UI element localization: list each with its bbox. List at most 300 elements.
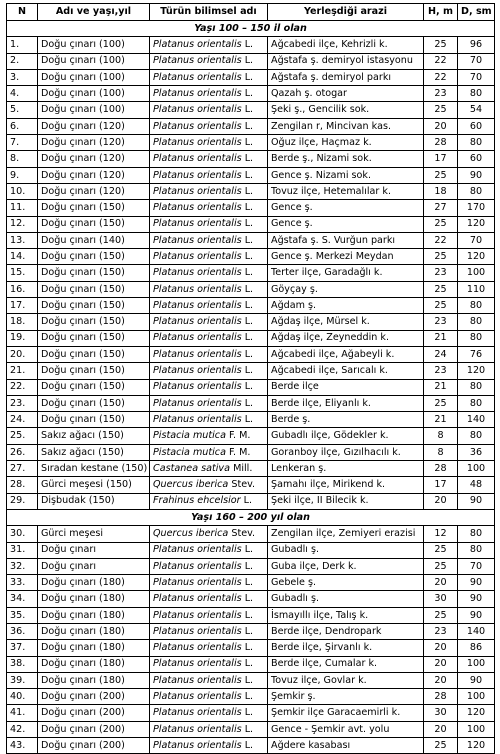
cell-name-age: Doğu çınarı (150) [38, 363, 150, 379]
table-body [7, 21, 495, 754]
cell-scientific-name [150, 477, 268, 493]
species-authority: L. [244, 316, 254, 328]
table-row [7, 69, 495, 85]
cell-scientific-name [150, 672, 268, 688]
cell-name-age: Doğu çınarı (150) [38, 200, 150, 216]
table-row [7, 689, 495, 705]
species-authority: L. [244, 691, 254, 703]
cell-name-age: Doğu çınarı (200) [38, 705, 150, 721]
species-authority: L. [244, 55, 254, 67]
cell-name-age: Doğu çınarı (120) [38, 151, 150, 167]
species-authority: L. [244, 153, 254, 165]
cell-number: 17. [7, 298, 38, 314]
cell-height: 28 [424, 689, 458, 705]
cell-scientific-name [150, 69, 268, 85]
cell-scientific-name [150, 526, 268, 542]
cell-name-age: Doğu çınarı (150) [38, 379, 150, 395]
cell-number: 25. [7, 428, 38, 444]
table-row [7, 542, 495, 558]
cell-number: 20. [7, 346, 38, 362]
cell-location: Zengilan ilçe, Zemiyeri erazisi [268, 526, 424, 542]
cell-number: 13. [7, 232, 38, 248]
species-name: Platanus orientalis [153, 332, 242, 344]
table-row [7, 379, 495, 395]
species-authority: L. [244, 39, 254, 51]
cell-height: 20 [424, 672, 458, 688]
species-authority: L. [244, 120, 254, 132]
cell-name-age: Doğu çınarı (180) [38, 623, 150, 639]
cell-scientific-name [150, 183, 268, 199]
cell-scientific-name [150, 461, 268, 477]
species-name: Quercus iberica [153, 528, 229, 540]
table-row [7, 265, 495, 281]
cell-height: 18 [424, 183, 458, 199]
cell-name-age: Sakız ağacı (150) [38, 428, 150, 444]
species-authority: L. [244, 251, 254, 262]
cell-name-age: Doğu çınarı (100) [38, 37, 150, 53]
cell-diameter: 100 [458, 461, 495, 477]
species-name: Platanus orientalis [153, 739, 242, 751]
cell-scientific-name [150, 232, 268, 248]
cell-name-age: Doğu çınarı (150) [38, 314, 150, 330]
cell-scientific-name [150, 249, 268, 265]
cell-height: 25 [424, 542, 458, 558]
table-row [7, 395, 495, 411]
table-row [7, 493, 495, 509]
cell-scientific-name [150, 216, 268, 232]
cell-scientific-name [150, 395, 268, 411]
cell-scientific-name [150, 705, 268, 721]
cell-name-age: Doğu çınarı (100) [38, 69, 150, 85]
cell-height: 25 [424, 607, 458, 623]
section-title: Yaşı 160 – 200 yıl olan [7, 509, 495, 525]
cell-diameter: 80 [458, 379, 495, 395]
cell-name-age: Sakız ağacı (150) [38, 444, 150, 460]
species-authority: L. [243, 495, 253, 507]
cell-location: Şeki ilçe, II Bilecik k. [268, 493, 424, 509]
species-name: Pistacia mutica [153, 446, 226, 458]
species-name: Platanus orientalis [153, 55, 242, 67]
cell-location: Guba ilçe, Derk k. [268, 558, 424, 574]
cell-location: Gubadlı ş. [268, 591, 424, 607]
table-row [7, 37, 495, 53]
species-name: Platanus orientalis [153, 136, 242, 148]
cell-name-age: Doğu çınarı (200) [38, 738, 150, 754]
cell-scientific-name [150, 281, 268, 297]
cell-scientific-name [150, 493, 268, 509]
cell-location: Oğuz ilçe, Haçmaz k. [268, 135, 424, 151]
species-authority: L. [244, 365, 254, 377]
cell-scientific-name [150, 721, 268, 737]
cell-number: 12. [7, 216, 38, 232]
table-row [7, 640, 495, 656]
cell-number: 31. [7, 542, 38, 558]
cell-name-age: Doğu çınarı (120) [38, 183, 150, 199]
cell-height: 20 [424, 493, 458, 509]
cell-number: 3. [7, 69, 38, 85]
cell-diameter: 90 [458, 607, 495, 623]
cell-location: Ağcabedi ilçe, Ağabeyli k. [268, 346, 424, 362]
cell-name-age: Doğu çınarı (180) [38, 575, 150, 591]
cell-height: 28 [424, 135, 458, 151]
cell-location: Ağdaş ilçe, Zeyneddin k. [268, 330, 424, 346]
cell-number: 28. [7, 477, 38, 493]
cell-scientific-name [150, 346, 268, 362]
species-authority: L. [244, 283, 254, 295]
cell-scientific-name [150, 200, 268, 216]
species-name: Platanus orientalis [153, 658, 242, 670]
species-authority: L. [244, 658, 254, 670]
cell-location: Gence ş. Nizami sok. [268, 167, 424, 183]
table-row [7, 721, 495, 737]
table-row [7, 656, 495, 672]
species-name: Platanus orientalis [153, 560, 242, 572]
cell-number: 9. [7, 167, 38, 183]
cell-diameter: 60 [458, 118, 495, 134]
cell-location: Berde ilçe, Şirvanlı k. [268, 640, 424, 656]
species-name: Platanus orientalis [153, 120, 242, 132]
cell-height: 8 [424, 428, 458, 444]
cell-number: 35. [7, 607, 38, 623]
cell-name-age: Doğu çınarı (120) [38, 118, 150, 134]
cell-number: 43. [7, 738, 38, 754]
cell-number: 26. [7, 444, 38, 460]
cell-number: 18. [7, 314, 38, 330]
species-name: Platanus orientalis [153, 299, 242, 311]
species-name: Platanus orientalis [153, 348, 242, 360]
cell-diameter: 110 [458, 281, 495, 297]
cell-name-age: Gürci meşesi [38, 526, 150, 542]
cell-height: 20 [424, 640, 458, 656]
cell-scientific-name [150, 444, 268, 460]
table-row [7, 672, 495, 688]
cell-diameter: 80 [458, 86, 495, 102]
species-name: Platanus orientalis [153, 544, 242, 556]
cell-height: 8 [424, 444, 458, 460]
cell-number: 34. [7, 591, 38, 607]
cell-name-age: Doğu çınarı (120) [38, 167, 150, 183]
species-authority: L. [244, 202, 254, 214]
cell-location: Berde ş., Nizami sok. [268, 151, 424, 167]
cell-height: 25 [424, 37, 458, 53]
cell-scientific-name [150, 86, 268, 102]
species-name: Platanus orientalis [153, 169, 242, 181]
species-name: Platanus orientalis [153, 707, 242, 719]
cell-diameter: 90 [458, 591, 495, 607]
table-row [7, 526, 495, 542]
cell-location: Ağdere kasabası [268, 738, 424, 754]
table-row [7, 314, 495, 330]
cell-diameter: 70 [458, 558, 495, 574]
species-authority: L. [244, 707, 254, 719]
header-height: H, m [424, 4, 458, 21]
cell-diameter: 60 [458, 151, 495, 167]
species-authority: L. [244, 332, 254, 344]
cell-number: 41. [7, 705, 38, 721]
cell-number: 23. [7, 395, 38, 411]
cell-name-age: Doğu çınarı [38, 542, 150, 558]
cell-height: 22 [424, 232, 458, 248]
cell-location: Göyçay ş. [268, 281, 424, 297]
cell-diameter: 120 [458, 705, 495, 721]
species-authority: L. [244, 609, 254, 621]
cell-name-age: Doğu çınarı (150) [38, 412, 150, 428]
cell-scientific-name [150, 412, 268, 428]
cell-number: 27. [7, 461, 38, 477]
cell-diameter: 140 [458, 412, 495, 428]
cell-location: Gence ş. Merkezi Meydan [268, 249, 424, 265]
cell-diameter: 100 [458, 656, 495, 672]
cell-diameter: 48 [458, 477, 495, 493]
cell-location: Ağdam ş. [268, 298, 424, 314]
species-name: Platanus orientalis [153, 202, 242, 214]
species-name: Platanus orientalis [153, 381, 242, 393]
cell-location: Gubadlı ilçe, Gödekler k. [268, 428, 424, 444]
cell-name-age: Doğu çınarı (150) [38, 346, 150, 362]
cell-diameter: 170 [458, 200, 495, 216]
species-authority: L. [244, 234, 254, 246]
cell-name-age: Doğu çınarı (100) [38, 102, 150, 118]
cell-diameter: 80 [458, 542, 495, 558]
cell-number: 6. [7, 118, 38, 134]
cell-diameter: 36 [458, 444, 495, 460]
cell-location: Berde ilçe [268, 379, 424, 395]
species-authority: L. [244, 544, 254, 556]
cell-scientific-name [150, 656, 268, 672]
cell-scientific-name [150, 330, 268, 346]
species-authority: L. [244, 413, 254, 425]
cell-location: Ağstafa ş. demiryol istasyonu [268, 53, 424, 69]
table-row [7, 738, 495, 754]
cell-diameter: 96 [458, 37, 495, 53]
cell-diameter: 80 [458, 298, 495, 314]
cell-diameter: 80 [458, 428, 495, 444]
table-row [7, 444, 495, 460]
cell-diameter: 80 [458, 330, 495, 346]
cell-location: Berde ilçe, Dendropark [268, 623, 424, 639]
cell-name-age: Sıradan kestane (150) [38, 461, 150, 477]
cell-name-age: Doğu çınarı (180) [38, 656, 150, 672]
cell-location: Şemkir ş. [268, 689, 424, 705]
cell-height: 20 [424, 656, 458, 672]
species-name: Platanus orientalis [153, 413, 242, 425]
species-name: Quercus iberica [153, 479, 229, 491]
cell-location: Qazah ş. otogar [268, 86, 424, 102]
cell-number: 7. [7, 135, 38, 151]
cell-scientific-name [150, 623, 268, 639]
cell-location: Ağcabedi ilçe, Sarıcalı k. [268, 363, 424, 379]
cell-location: Gubadlı ş. [268, 542, 424, 558]
cell-number: 21. [7, 363, 38, 379]
cell-number: 29. [7, 493, 38, 509]
species-name: Frahinus ehcelsior [153, 495, 241, 507]
species-name: Castanea sativa [153, 462, 230, 474]
cell-name-age: Doğu çınarı (200) [38, 721, 150, 737]
cell-diameter: 140 [458, 623, 495, 639]
cell-height: 30 [424, 705, 458, 721]
cell-name-age: Doğu çınarı (150) [38, 395, 150, 411]
cell-diameter: 80 [458, 314, 495, 330]
table-row [7, 135, 495, 151]
table-row [7, 281, 495, 297]
cell-location: İsmayıllı ilçe, Talış k. [268, 607, 424, 623]
cell-number: 40. [7, 689, 38, 705]
cell-height: 25 [424, 395, 458, 411]
table-row [7, 591, 495, 607]
species-name: Platanus orientalis [153, 267, 242, 279]
species-name: Platanus orientalis [153, 397, 242, 409]
species-authority: L. [244, 739, 254, 751]
cell-scientific-name [150, 428, 268, 444]
cell-diameter: 70 [458, 232, 495, 248]
cell-height: 20 [424, 721, 458, 737]
cell-name-age: Doğu çınarı (100) [38, 86, 150, 102]
cell-number: 2. [7, 53, 38, 69]
cell-scientific-name [150, 379, 268, 395]
cell-name-age: Doğu çınarı (180) [38, 672, 150, 688]
species-authority: Stev. [231, 528, 256, 540]
table-row [7, 183, 495, 199]
header-name-age: Adı ve yaşı,yıl [38, 4, 150, 21]
cell-location: Gence ş. [268, 216, 424, 232]
cell-name-age: Doğu çınarı (180) [38, 591, 150, 607]
cell-number: 39. [7, 672, 38, 688]
species-authority: Mill. [233, 462, 253, 474]
cell-diameter: 86 [458, 640, 495, 656]
cell-number: 22. [7, 379, 38, 395]
cell-scientific-name [150, 314, 268, 330]
header-diameter: D, sm [458, 4, 495, 21]
cell-diameter: 100 [458, 689, 495, 705]
cell-diameter: 54 [458, 102, 495, 118]
species-name: Platanus orientalis [153, 185, 242, 197]
species-authority: L. [244, 218, 254, 230]
table-row [7, 118, 495, 134]
cell-height: 28 [424, 461, 458, 477]
cell-location: Ağstafa ş. demiryol parkı [268, 69, 424, 85]
cell-diameter: 100 [458, 721, 495, 737]
cell-scientific-name [150, 542, 268, 558]
species-authority: L. [244, 625, 254, 637]
cell-height: 25 [424, 738, 458, 754]
species-authority: L. [244, 560, 254, 572]
cell-height: 25 [424, 167, 458, 183]
cell-name-age: Doğu çınarı (150) [38, 216, 150, 232]
cell-height: 25 [424, 249, 458, 265]
cell-location: Tovuz ilçe, Govlar k. [268, 672, 424, 688]
cell-height: 20 [424, 575, 458, 591]
cell-height: 25 [424, 281, 458, 297]
cell-number: 36. [7, 623, 38, 639]
cell-diameter: 80 [458, 135, 495, 151]
cell-height: 25 [424, 216, 458, 232]
species-name: Platanus orientalis [153, 691, 242, 703]
cell-number: 5. [7, 102, 38, 118]
species-authority: L. [244, 185, 254, 197]
section-title: Yaşı 100 – 150 il olan [7, 21, 495, 37]
cell-height: 12 [424, 526, 458, 542]
cell-name-age: Doğu çınarı [38, 558, 150, 574]
cell-name-age: Doğu çınarı (150) [38, 265, 150, 281]
cell-height: 20 [424, 118, 458, 134]
cell-name-age: Doğu çınarı (200) [38, 689, 150, 705]
cell-location: Şamahı ilçe, Mirikend k. [268, 477, 424, 493]
table-row [7, 330, 495, 346]
cell-height: 23 [424, 314, 458, 330]
cell-name-age: Gürci meşesi (150) [38, 477, 150, 493]
species-authority: L. [244, 71, 254, 83]
cell-name-age: Doğu çınarı (140) [38, 232, 150, 248]
cell-diameter: 100 [458, 265, 495, 281]
cell-number: 16. [7, 281, 38, 297]
cell-scientific-name [150, 53, 268, 69]
cell-height: 25 [424, 558, 458, 574]
species-name: Platanus orientalis [153, 39, 242, 51]
species-name: Platanus orientalis [153, 593, 242, 605]
cell-number: 38. [7, 656, 38, 672]
cell-diameter: 120 [458, 738, 495, 754]
table-row [7, 200, 495, 216]
species-authority: L. [244, 593, 254, 605]
species-authority: L. [244, 88, 254, 100]
table-row [7, 102, 495, 118]
cell-location: Zengilan r, Mincivan kas. [268, 118, 424, 134]
header-scientific-name: Türün bilimsel adı [150, 4, 268, 21]
cell-name-age: Doğu çınarı (180) [38, 607, 150, 623]
species-name: Platanus orientalis [153, 609, 242, 621]
cell-height: 17 [424, 477, 458, 493]
cell-number: 15. [7, 265, 38, 281]
cell-scientific-name [150, 102, 268, 118]
cell-number: 4. [7, 86, 38, 102]
cell-name-age: Doğu çınarı (150) [38, 330, 150, 346]
cell-number: 1. [7, 37, 38, 53]
cell-height: 23 [424, 265, 458, 281]
cell-diameter: 90 [458, 575, 495, 591]
cell-location: Ağcabedi ilçe, Kehrizli k. [268, 37, 424, 53]
species-name: Platanus orientalis [153, 576, 242, 588]
cell-height: 23 [424, 86, 458, 102]
cell-height: 30 [424, 591, 458, 607]
species-authority: L. [244, 348, 254, 360]
table-row [7, 249, 495, 265]
cell-name-age: Dişbudak (150) [38, 493, 150, 509]
table-row [7, 461, 495, 477]
cell-number: 37. [7, 640, 38, 656]
cell-scientific-name [150, 151, 268, 167]
species-authority: Stev. [231, 479, 256, 491]
species-name: Platanus orientalis [153, 218, 242, 230]
cell-name-age: Doğu çınarı (150) [38, 281, 150, 297]
cell-name-age: Doğu çınarı (150) [38, 298, 150, 314]
species-name: Platanus orientalis [153, 625, 242, 637]
header-n: N [7, 4, 38, 21]
cell-location: Ağstafa ş. S. Vurğun parkı [268, 232, 424, 248]
cell-location: Terter ilçe, Garadağlı k. [268, 265, 424, 281]
species-name: Platanus orientalis [153, 674, 242, 686]
cell-scientific-name [150, 363, 268, 379]
species-authority: L. [244, 299, 254, 311]
cell-location: Tovuz ilçe, Hetemalılar k. [268, 183, 424, 199]
species-name: Platanus orientalis [153, 88, 242, 100]
species-name: Platanus orientalis [153, 153, 242, 165]
table-row [7, 575, 495, 591]
cell-number: 30. [7, 526, 38, 542]
cell-height: 25 [424, 102, 458, 118]
cell-scientific-name [150, 558, 268, 574]
cell-name-age: Doğu çınarı (120) [38, 135, 150, 151]
cell-location: Gence - Şemkir avt. yolu [268, 721, 424, 737]
